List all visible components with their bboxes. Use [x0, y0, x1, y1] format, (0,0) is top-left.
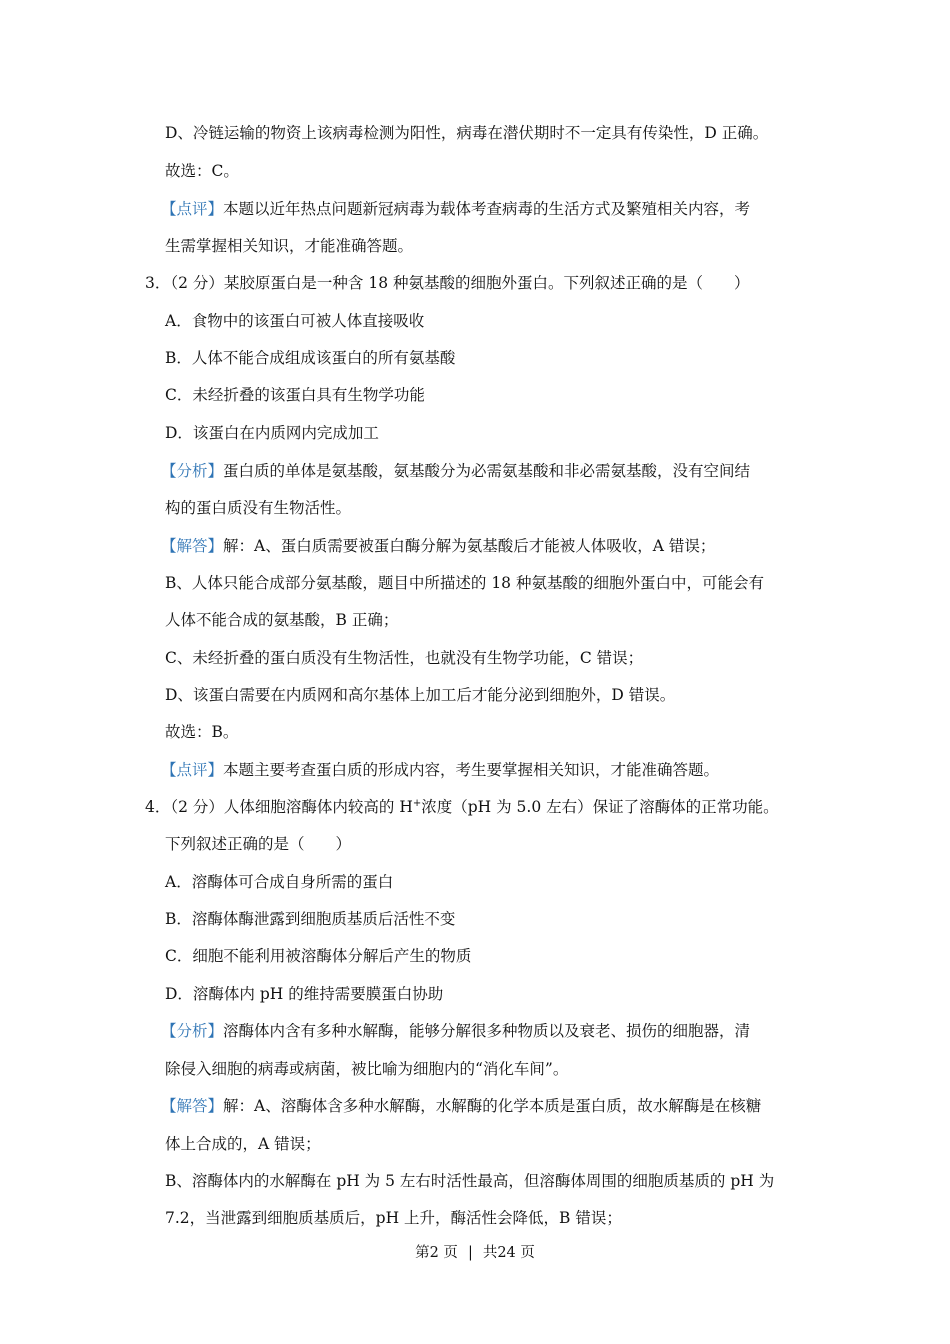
q4-analysis-text-1: 溶酶体内含有多种水解酶，能够分解很多种物质以及衰老、损伤的细胞器，清 — [223, 1022, 751, 1040]
q2-answer: 故选：C。 — [165, 162, 239, 180]
q4-solution — [161, 1095, 762, 1117]
review-tag: 【点评】 — [161, 200, 224, 218]
q3-solution-text-3: 人体不能合成的氨基酸，B 正确； — [165, 611, 399, 629]
q3-solution-text-4: C、未经折叠的蛋白质没有生物活性，也就没有生物学功能，C 错误； — [165, 649, 644, 667]
q4-stem — [145, 796, 779, 818]
review-tag: 【点评】 — [161, 761, 224, 779]
q4-option-a: A．溶酶体可合成自身所需的蛋白 — [165, 873, 394, 891]
q3-option-c: C．未经折叠的该蛋白具有生物学功能 — [165, 386, 425, 404]
q4-option-d: D．溶酶体内 pH 的维持需要膜蛋白协助 — [165, 985, 444, 1003]
q3-option-a: A．食物中的该蛋白可被人体直接吸收 — [165, 312, 425, 330]
q4-stem-pre: 4．（2 分）人体细胞溶酶体内较高的 H — [145, 798, 413, 816]
q4-stem-line-2: 下列叙述正确的是（ ） — [165, 835, 352, 853]
q4-solution-text-4: 7.2，当泄露到细胞质基质后，pH 上升，酶活性会降低，B 错误； — [165, 1209, 622, 1227]
page-footer — [0, 1243, 950, 1263]
page-total: 共24 页 — [482, 1245, 535, 1261]
q2-solution-line-d: D、冷链运输的物资上该病毒检测为阳性，病毒在潜伏期时不一定具有传染性，D 正确。 — [165, 124, 769, 142]
solution-tag: 【解答】 — [161, 1097, 224, 1115]
q4-solution-text-3: B、溶酶体内的水解酶在 pH 为 5 左右时活性最高，但溶酶体周围的细胞质基质的 pH 为 — [165, 1172, 775, 1190]
q4-analysis-text-2: 除侵入细胞的病毒或病菌，被比喻为细胞内的“消化车间”。 — [165, 1060, 569, 1078]
q3-review-text: 本题主要考查蛋白质的形成内容，考生要掌握相关知识，才能准确答题。 — [223, 761, 720, 779]
q4-stem-post: 浓度（pH 为 5.0 左右）保证了溶酶体的正常功能。 — [421, 798, 779, 816]
q3-option-b: B．人体不能合成组成该蛋白的所有氨基酸 — [165, 349, 456, 367]
q3-stem: 3．（2 分）某胶原蛋白是一种含 18 种氨基酸的细胞外蛋白。下列叙述正确的是（ ） — [145, 274, 750, 292]
q3-solution-text-2: B、人体只能合成部分氨基酸，题目中所描述的 18 种氨基酸的细胞外蛋白中，可能会有 — [165, 574, 764, 592]
q3-solution-text-1: 解：A、蛋白质需要被蛋白酶分解为氨基酸后才能被人体吸收，A 错误； — [223, 537, 716, 555]
q4-stem-superscript: + — [412, 797, 422, 809]
solution-tag: 【解答】 — [161, 537, 224, 555]
q2-review — [161, 198, 751, 220]
q2-review-text-1: 本题以近年热点问题新冠病毒为载体考查病毒的生活方式及繁殖相关内容，考 — [223, 200, 751, 218]
q3-option-d: D．该蛋白在内质网内完成加工 — [165, 424, 379, 442]
q3-analysis-text-1: 蛋白质的单体是氨基酸，氨基酸分为必需氨基酸和非必需氨基酸，没有空间结 — [223, 462, 751, 480]
q4-solution-text-2: 体上合成的，A 错误； — [165, 1135, 321, 1153]
q3-solution — [161, 535, 716, 557]
q3-analysis-text-2: 构的蛋白质没有生物活性。 — [165, 499, 352, 517]
footer-separator: | — [467, 1245, 473, 1261]
q4-option-b: B．溶酶体酶泄露到细胞质基质后活性不变 — [165, 910, 456, 928]
q3-analysis — [161, 460, 751, 482]
analysis-tag: 【分析】 — [161, 1022, 224, 1040]
q4-option-c: C．细胞不能利用被溶酶体分解后产生的物质 — [165, 947, 472, 965]
q3-solution-text-5: D、该蛋白需要在内质网和高尔基体上加工后才能分泌到细胞外，D 错误。 — [165, 686, 676, 704]
q3-review — [161, 759, 720, 781]
q4-solution-text-1: 解：A、溶酶体含多种水解酶，水解酶的化学本质是蛋白质，故水解酶是在核糖 — [223, 1097, 762, 1115]
page-number: 第2 页 — [415, 1245, 458, 1261]
analysis-tag: 【分析】 — [161, 462, 224, 480]
q3-answer: 故选：B。 — [165, 723, 239, 741]
q4-analysis — [161, 1020, 751, 1042]
q2-review-text-2: 生需掌握相关知识，才能准确答题。 — [165, 237, 414, 255]
